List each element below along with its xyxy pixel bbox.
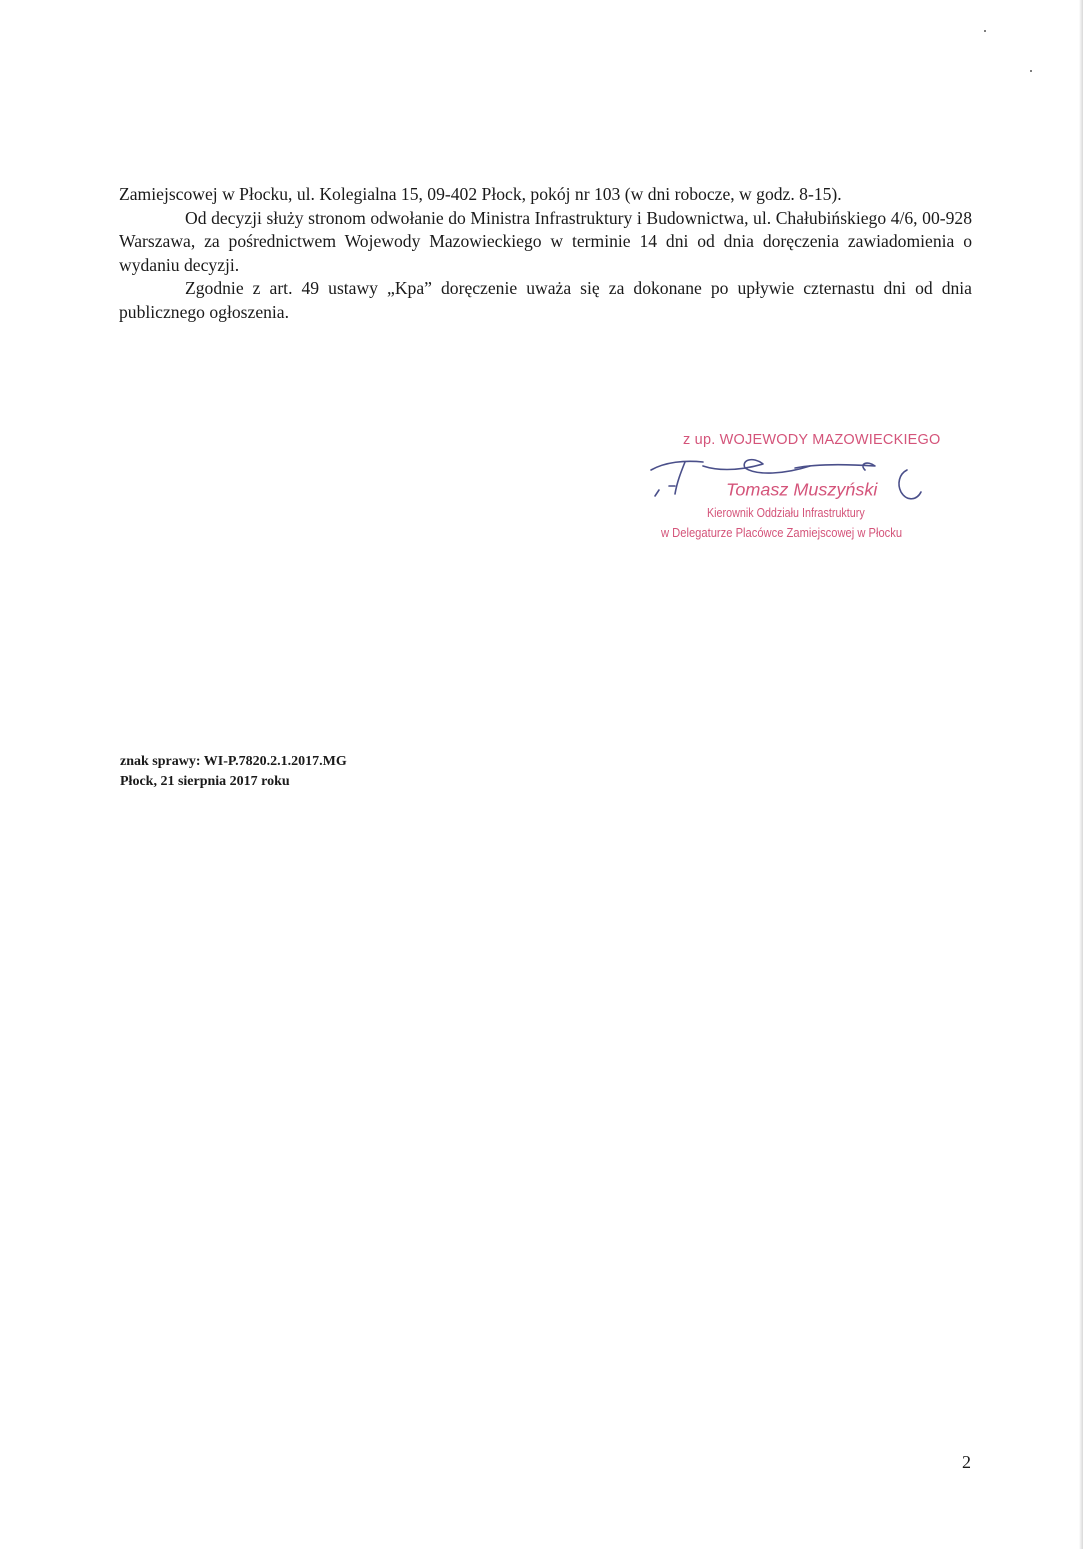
scan-edge <box>1079 0 1083 1549</box>
signature-stroke <box>675 462 685 494</box>
signature-stroke <box>899 470 921 499</box>
signature-stroke <box>651 461 703 470</box>
stamp-name: Tomasz Muszyński <box>726 480 878 500</box>
signature-stroke <box>795 463 875 470</box>
body-text <box>119 183 972 324</box>
place-date: Płock, 21 sierpnia 2017 roku <box>120 774 290 789</box>
paragraph-appeal: Od decyzji służy stronom odwołanie do Ministra Infrastruktury i Budownictwa, ul. Chałubińskiego 4/6, 00-928 Warszawa, za pośrednictwem Wojewody Mazowieckiego w terminie 14 dni od dnia doręczenia zawiadomienia o wydaniu decyzji. <box>119 207 972 275</box>
paragraph-address: Zamiejscowej w Płocku, ul. Kolegialna 15, 09-402 Płock, pokój nr 103 (w dni robocze, w godz. 8-15). <box>119 184 842 204</box>
stamp-organization: w Delegaturze Placówce Zamiejscowej w Płocku <box>661 525 903 540</box>
case-reference: znak sprawy: WI-P.7820.2.1.2017.MG <box>120 754 347 769</box>
stamp-title: Kierownik Oddziału Infrastruktury <box>707 506 865 520</box>
scan-speck <box>984 30 986 32</box>
page-number: 2 <box>962 1452 971 1472</box>
signature-stroke <box>703 460 810 473</box>
scan-speck <box>1030 70 1032 72</box>
paragraph-delivery: Zgodnie z art. 49 ustawy „Kpa” doręczenie uważa się za dokonane po upływie czternastu dni od dnia publicznego ogłoszenia. <box>119 278 972 322</box>
handwritten-signature <box>645 452 925 508</box>
case-info <box>120 752 347 792</box>
stamp-authority: z up. WOJEWODY MAZOWIECKIEGO <box>683 432 941 448</box>
signature-stroke <box>655 490 659 496</box>
